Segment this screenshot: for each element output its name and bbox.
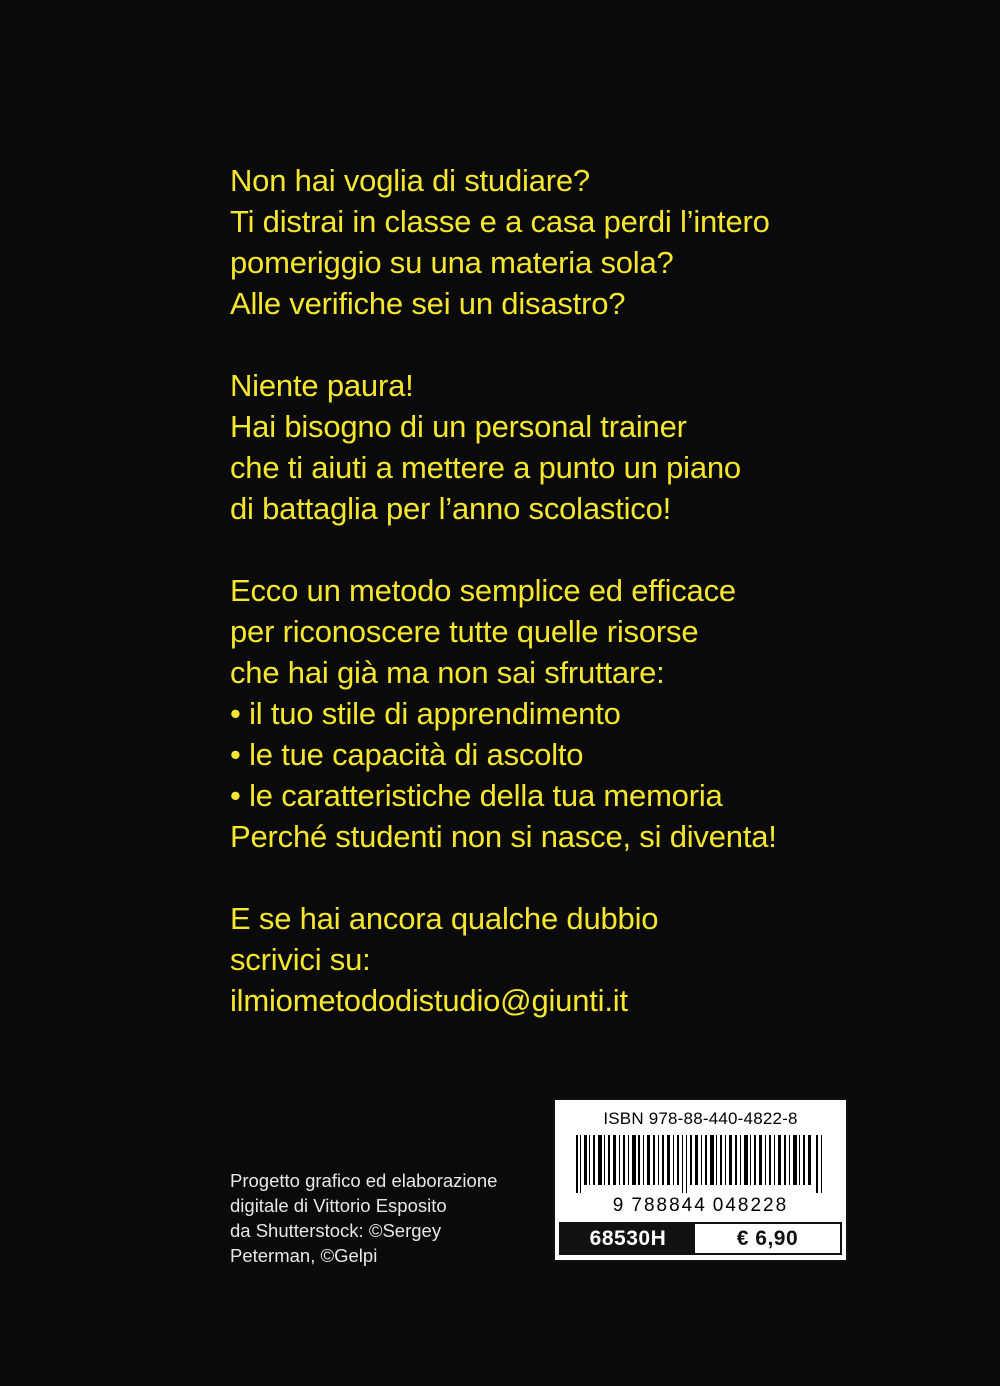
price-label: € 6,90 — [695, 1224, 840, 1253]
blurb-line: scrivici su: — [230, 942, 371, 977]
blurb-bullet: • il tuo stile di apprendimento — [230, 696, 621, 731]
blurb-text — [230, 160, 890, 1021]
blurb-line: che ti aiuti a mettere a punto un piano — [230, 450, 741, 485]
ean-digits — [555, 1195, 846, 1217]
blurb-line: Hai bisogno di un personal trainer — [230, 409, 687, 444]
product-code: 68530H — [561, 1224, 695, 1253]
blurb-line: Alle verifiche sei un disastro? — [230, 286, 626, 321]
paragraph-spacer — [230, 324, 890, 365]
blurb-line: Non hai voglia di studiare? — [230, 163, 590, 198]
blurb-line: di battaglia per l’anno scolastico! — [230, 491, 672, 526]
ean-digit-group: 788844 — [631, 1195, 707, 1216]
barcode-block — [553, 1098, 848, 1262]
credits-line: Progetto grafico ed elaborazione — [230, 1170, 498, 1191]
credits-line: digitale di Vittorio Esposito — [230, 1195, 447, 1216]
blurb-bullet: • le tue capacità di ascolto — [230, 737, 584, 772]
blurb-line: per riconoscere tutte quelle risorse — [230, 614, 699, 649]
credits-line: Peterman, ©Gelpi — [230, 1245, 378, 1266]
blurb-line: pomeriggio su una materia sola? — [230, 245, 674, 280]
credits-block — [230, 1168, 530, 1268]
blurb-line: Ecco un metodo semplice ed efficace — [230, 573, 736, 608]
blurb-line: Niente paura! — [230, 368, 414, 403]
paragraph-spacer — [230, 857, 890, 898]
barcode-icon — [576, 1135, 826, 1193]
ean-digit-group: 9 — [612, 1195, 626, 1216]
barcode-footer — [559, 1222, 842, 1255]
blurb-line: Ti distrai in classe e a casa perdi l’intero — [230, 204, 770, 239]
blurb-line: che hai già ma non sai sfruttare: — [230, 655, 665, 690]
ean-digit-group: 048228 — [712, 1195, 789, 1216]
contact-email: ilmiometododistudio@giunti.it — [230, 983, 628, 1018]
paragraph-spacer — [230, 529, 890, 570]
blurb-line: E se hai ancora qualche dubbio — [230, 901, 659, 936]
credits-line: da Shutterstock: ©Sergey — [230, 1220, 442, 1241]
blurb-bullet: • le caratteristiche della tua memoria — [230, 778, 723, 813]
blurb-line: Perché studenti non si nasce, si diventa! — [230, 819, 777, 854]
isbn-label: ISBN 978-88-440-4822-8 — [603, 1109, 798, 1128]
